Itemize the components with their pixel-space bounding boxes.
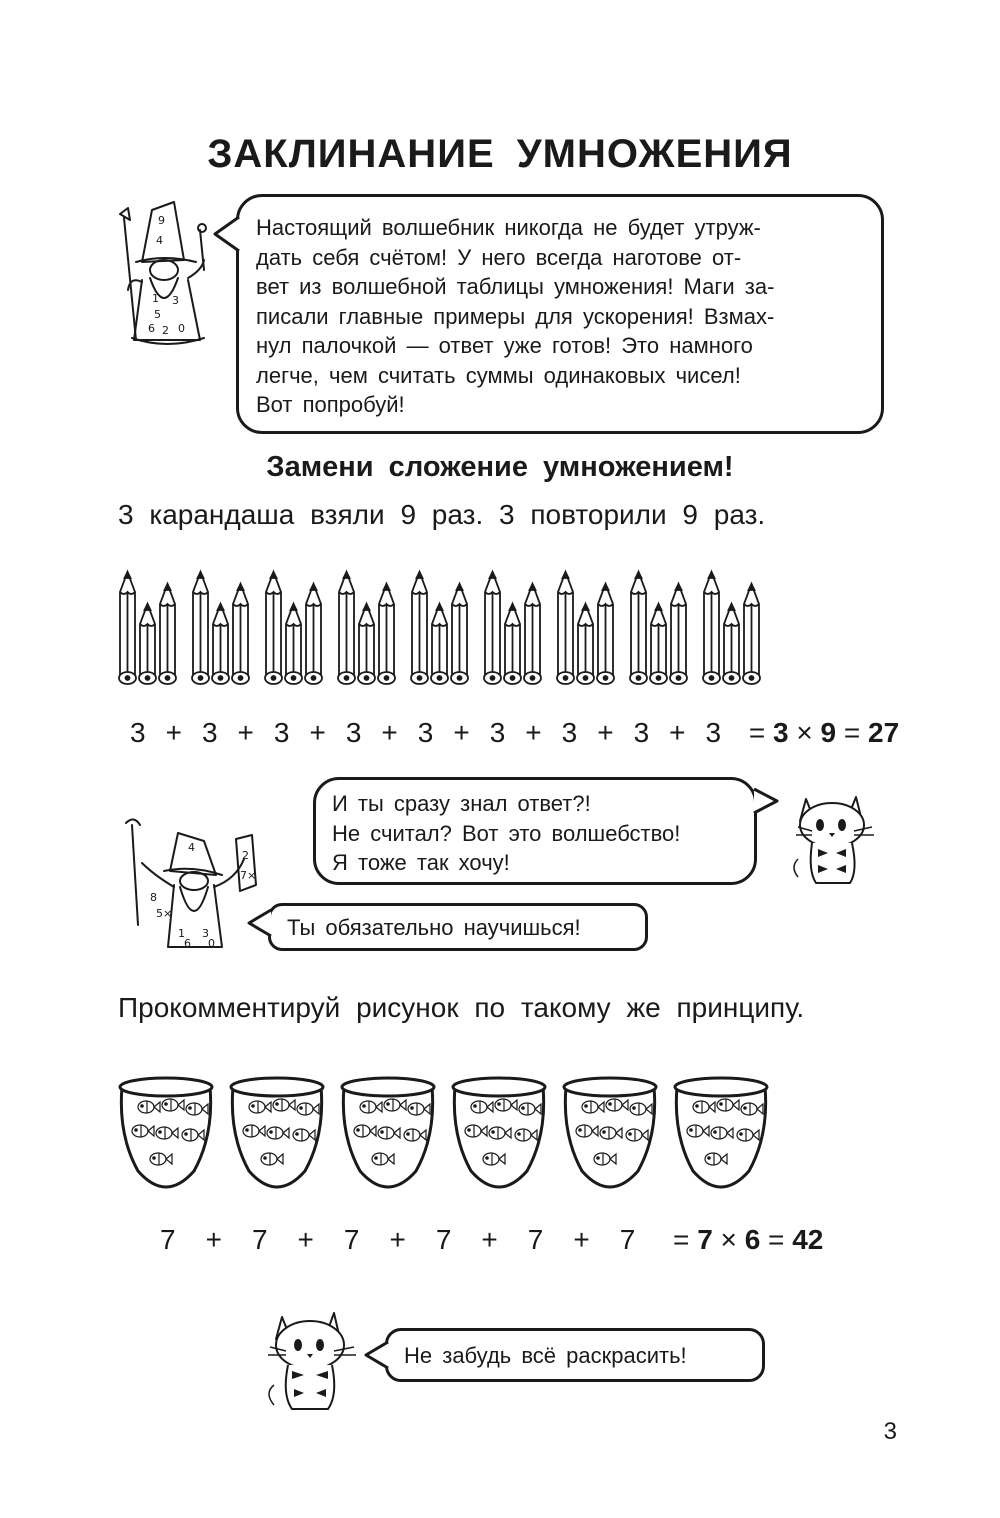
- plus-sign: +: [481, 1224, 498, 1255]
- plus-sign: +: [381, 717, 398, 748]
- addend: 3: [417, 717, 434, 748]
- plus-sign: +: [525, 717, 542, 748]
- fish-equation-addends: [160, 1224, 665, 1255]
- kitten-line: Не считал? Вот это волшебство!: [332, 820, 681, 846]
- pencil-icon: [119, 572, 136, 684]
- kitten-bubble-text: [332, 789, 738, 878]
- intro-speech-bubble: [236, 194, 884, 434]
- addend: 7: [343, 1224, 360, 1255]
- addend: 3: [201, 717, 218, 748]
- plus-sign: +: [309, 717, 326, 748]
- equals-sign: =: [768, 1224, 785, 1255]
- addend: 3: [561, 717, 578, 748]
- equals-sign: =: [748, 717, 766, 748]
- addend: 7: [435, 1224, 452, 1255]
- pencil-sentence: 3 карандаша взяли 9 раз. 3 повторили 9 раз.: [118, 499, 766, 530]
- plus-sign: +: [205, 1224, 222, 1255]
- plus-sign: +: [389, 1224, 406, 1255]
- intro-line: писали главные примеры для ускорения! Взмах-: [256, 303, 775, 329]
- wizard-robe-digit: 5: [154, 308, 161, 321]
- pencil-icon: [139, 604, 156, 684]
- pencil-icon: [212, 604, 229, 684]
- plus-sign: +: [297, 1224, 314, 1255]
- kitten-speech-bubble: [313, 777, 757, 885]
- exercise-subtitle: Замени сложение умножением!: [266, 451, 734, 483]
- times-sign: ×: [720, 1224, 737, 1255]
- addend: 7: [160, 1224, 176, 1255]
- pencil-icon: [703, 572, 720, 684]
- pencil-icon: [650, 604, 667, 684]
- final-bubble-text: Не забудь всё раскрасить!: [404, 1343, 687, 1368]
- kitten-line: И ты сразу знал ответ?!: [332, 791, 591, 816]
- svg-text:6: 6: [184, 937, 191, 950]
- pencil-icon: [338, 572, 355, 684]
- wizard-robe-digit: 3: [172, 294, 179, 307]
- wizard-hat-digit: 9: [158, 214, 165, 227]
- plus-sign: +: [597, 717, 614, 748]
- fishbowl-icon: [675, 1078, 767, 1187]
- addend: 7: [527, 1224, 544, 1255]
- addend: 7: [251, 1224, 268, 1255]
- pencil-icon: [557, 572, 574, 684]
- pencil-icon: [723, 604, 740, 684]
- pencil-icon: [232, 584, 249, 684]
- intro-line: легче, чем считать суммы одинаковых чисел!: [256, 362, 741, 388]
- svg-text:1: 1: [178, 927, 185, 940]
- pencil-icon: [192, 572, 209, 684]
- intro-line: дать себя счётом! У него всегда наготове от-: [256, 244, 742, 270]
- plus-sign: +: [165, 717, 182, 748]
- svg-text:7×: 7×: [240, 869, 257, 882]
- addend: 3: [489, 717, 506, 748]
- final-speech-bubble: [385, 1328, 765, 1382]
- wizard-speech-bubble: [268, 903, 648, 951]
- fishbowl-icon: [564, 1078, 656, 1187]
- pencil-icon: [577, 604, 594, 684]
- pencil-icon: [378, 584, 395, 684]
- pencil-icon: [358, 604, 375, 684]
- pencil-icon: [484, 572, 501, 684]
- intro-text: [256, 213, 865, 420]
- pencil-equation-addends: [130, 717, 741, 748]
- pencil-icon: [431, 604, 448, 684]
- bubble-tail: [246, 908, 274, 938]
- svg-text:4: 4: [188, 841, 195, 854]
- intro-line: Вот попробуй!: [256, 392, 405, 417]
- svg-text:8: 8: [150, 891, 157, 904]
- pencil-equation: [130, 717, 899, 749]
- page-number: 3: [883, 1418, 897, 1445]
- pencil-icon: [451, 584, 468, 684]
- equals-sign: =: [673, 1224, 690, 1255]
- kitten-line: Я тоже так хочу!: [332, 850, 510, 875]
- plus-sign: +: [573, 1224, 590, 1255]
- plus-sign: +: [669, 717, 686, 748]
- factor-a: 7: [697, 1224, 713, 1255]
- bubble-tail: [363, 1340, 391, 1370]
- pencil-icon: [524, 584, 541, 684]
- svg-text:5×: 5×: [156, 907, 173, 920]
- svg-text:3: 3: [202, 927, 209, 940]
- fishbowl-icon: [120, 1078, 212, 1187]
- equals-sign: =: [843, 717, 861, 748]
- kitten-icon: [262, 1305, 362, 1415]
- addend: 3: [705, 717, 722, 748]
- pencil-icon: [285, 604, 302, 684]
- pencil-icon: [743, 584, 760, 684]
- addend: 7: [619, 1224, 636, 1255]
- fish-equation: [160, 1224, 823, 1256]
- intro-line: нул палочкой — ответ уже готов! Это намного: [256, 333, 753, 358]
- factor-b: 9: [820, 717, 837, 748]
- svg-text:2: 2: [242, 849, 249, 862]
- fishbowls: [118, 1075, 778, 1200]
- pencil-icon: [630, 572, 647, 684]
- addend: 3: [633, 717, 650, 748]
- svg-text:0: 0: [208, 937, 215, 950]
- addend: 3: [345, 717, 362, 748]
- wizard-robe-digit: 1: [152, 292, 159, 305]
- wizard-icon: [112, 200, 222, 350]
- pencil-icon: [597, 584, 614, 684]
- wizard-robe-digit: 0: [178, 322, 185, 335]
- result: 42: [792, 1224, 824, 1255]
- times-sign: ×: [796, 717, 813, 748]
- wizard-hat-digit: 4: [156, 234, 163, 247]
- bubble-tail: [212, 215, 242, 255]
- factor-a: 3: [773, 717, 789, 748]
- pencil-icon: [504, 604, 521, 684]
- fishbowl-icon: [453, 1078, 545, 1187]
- fishbowl-icon: [231, 1078, 323, 1187]
- factor-b: 6: [744, 1224, 761, 1255]
- addend: 3: [130, 717, 146, 748]
- fishbowl-icon: [342, 1078, 434, 1187]
- wizard-robe-digit: 2: [162, 324, 169, 337]
- pencil-icon: [411, 572, 428, 684]
- plus-sign: +: [453, 717, 470, 748]
- pencil-illustration: [118, 570, 778, 690]
- pencil-icon: [305, 584, 322, 684]
- pencil-icon: [159, 584, 176, 684]
- wizard-robe-digit: 6: [148, 322, 155, 335]
- page-title: ЗАКЛИНАНИЕ УМНОЖЕНИЯ: [207, 132, 793, 176]
- pencil-groups: [118, 570, 778, 690]
- bubble-tail: [752, 787, 782, 817]
- pencil-icon: [265, 572, 282, 684]
- addend: 3: [273, 717, 290, 748]
- intro-line: Настоящий волшебник никогда не будет утруж-: [256, 215, 761, 240]
- kitten-icon: [788, 787, 883, 887]
- result: 27: [868, 717, 900, 748]
- pencil-icon: [670, 584, 687, 684]
- intro-line: вет из волшебной таблицы умножения! Маги за-: [256, 274, 775, 299]
- plus-sign: +: [237, 717, 254, 748]
- fishbowl-illustration: [118, 1075, 778, 1200]
- comment-instruction: Прокомментируй рисунок по такому же принципу.: [118, 992, 805, 1023]
- wizard-bubble-text: Ты обязательно научишься!: [287, 915, 581, 940]
